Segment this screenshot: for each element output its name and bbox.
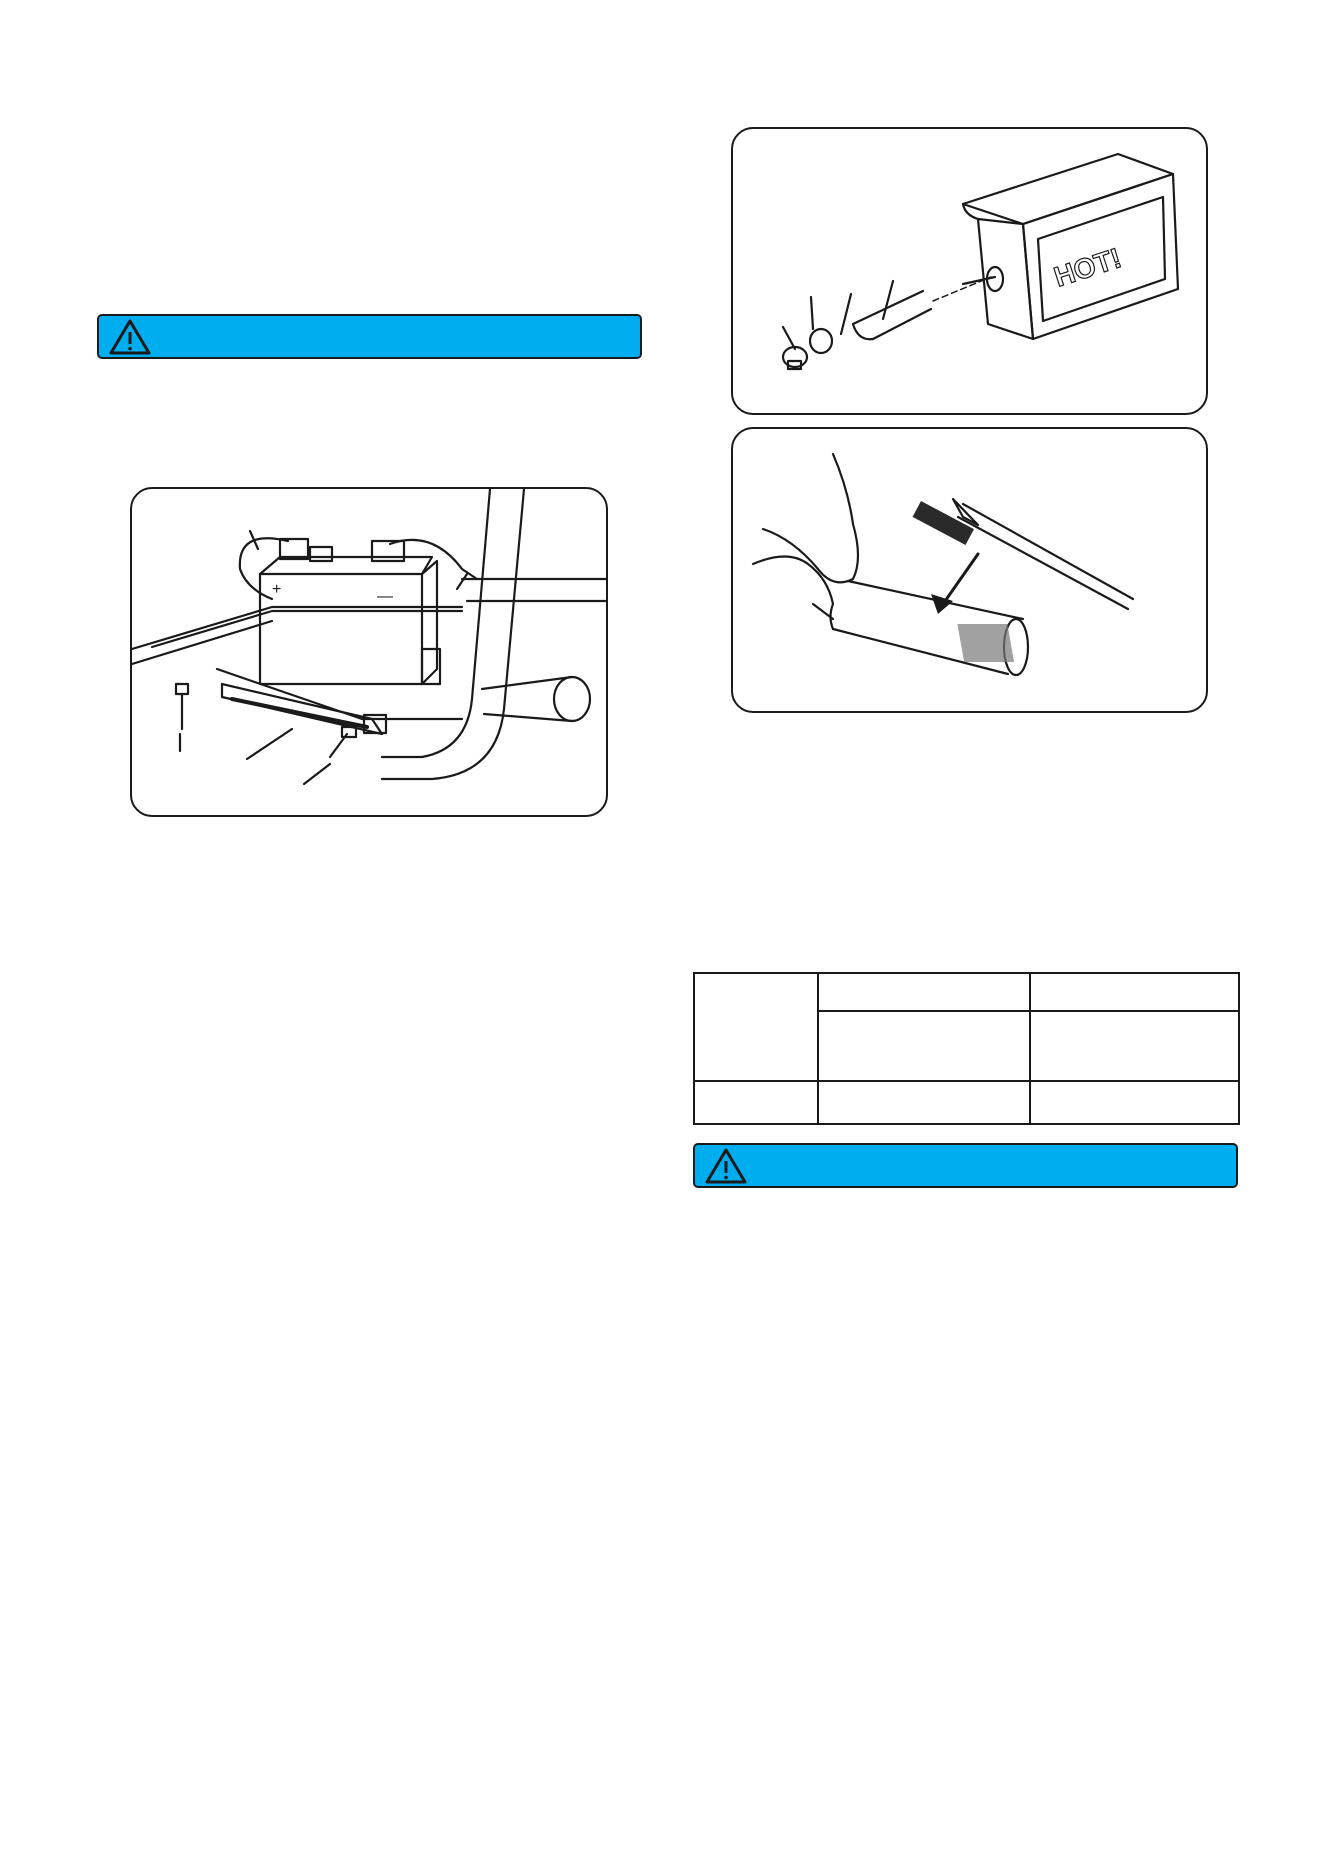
table-cell [1030,1011,1239,1081]
screen-cleaning-figure [731,427,1208,713]
svg-text:+: + [272,581,282,598]
svg-text:—: — [377,588,393,605]
table-cell [1030,1081,1239,1124]
muffler-illustration [733,129,1208,415]
table-row [694,973,1239,1011]
warning-triangle-icon [705,1148,747,1184]
brush-illustration [733,429,1208,713]
table-cell [694,1081,818,1124]
battery-illustration [132,489,608,817]
muffler-figure [731,127,1208,415]
table-cell [818,1081,1030,1124]
warning-banner-1 [97,314,642,359]
warning-triangle-icon [109,319,151,355]
table-cell [694,973,818,1081]
warning-banner-2 [693,1143,1238,1188]
table-cell [818,973,1030,1011]
spec-table [693,972,1240,1125]
table-cell [818,1011,1030,1081]
table-row [694,1081,1239,1124]
table-cell [1030,973,1239,1011]
battery-figure [130,487,608,817]
hot-label: HOT! [1050,242,1125,293]
